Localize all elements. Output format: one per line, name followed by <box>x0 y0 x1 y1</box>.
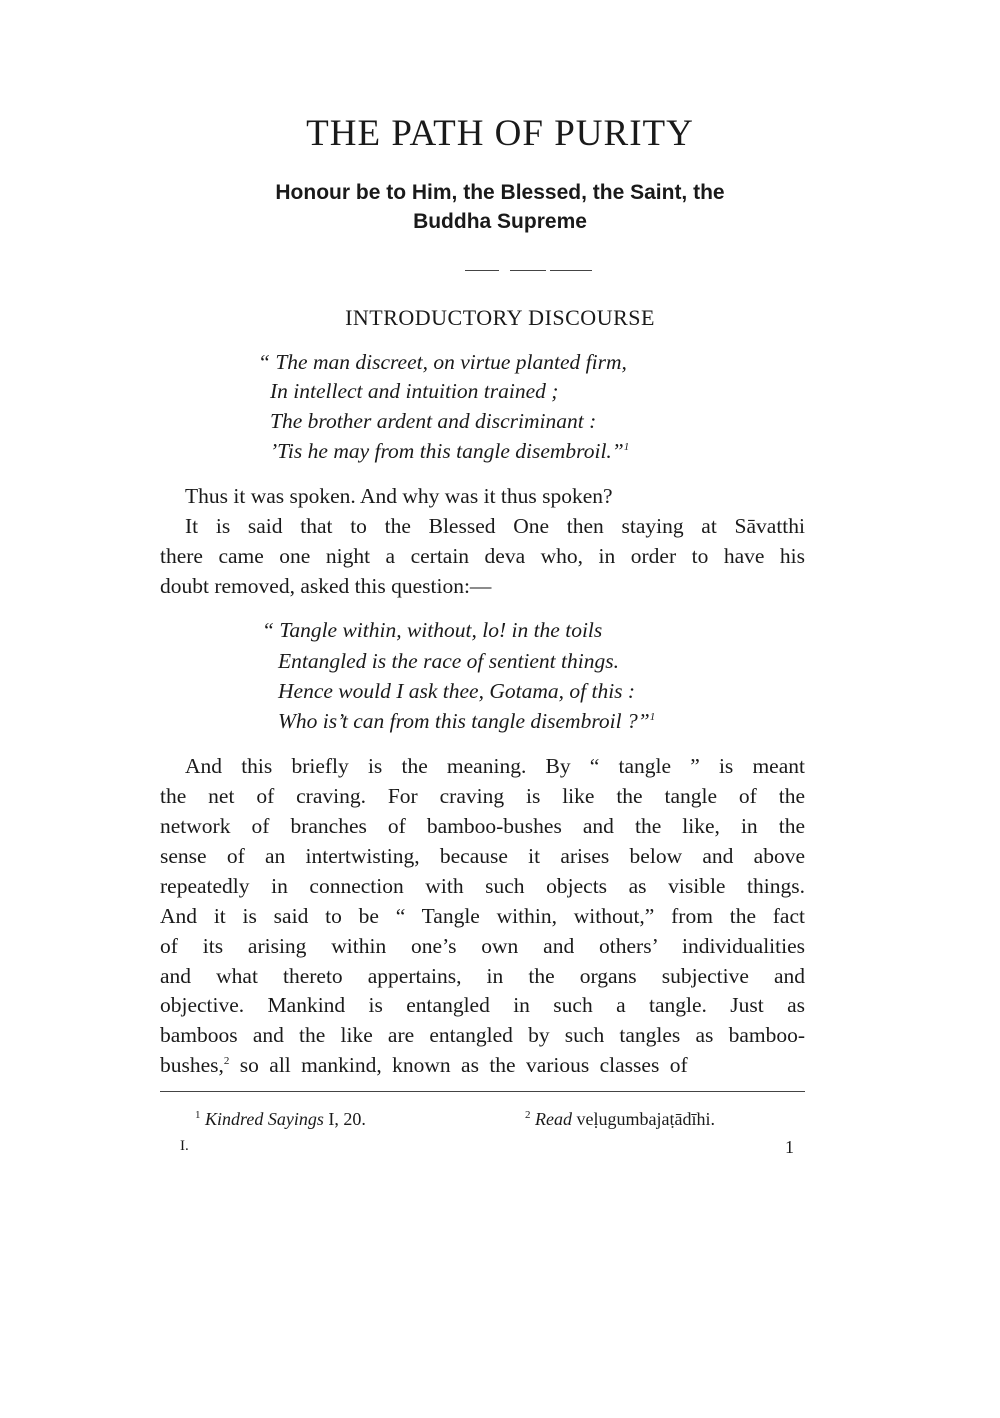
signature-mark: I. <box>180 1138 189 1154</box>
footnote-mark: 2 <box>525 1109 531 1121</box>
para2-line: And it is said to be “ Tangle within, without,” from the fact <box>160 904 805 928</box>
ornament-rule <box>550 270 592 271</box>
footnote-ref: 1 <box>649 710 656 723</box>
footnote-1 <box>195 1109 366 1130</box>
footnote-text: veḷugumbajaṭādīhi. <box>571 1109 715 1129</box>
footnote-ref: 2 <box>223 1054 230 1067</box>
para1-line: Thus it was spoken. And why was it thus spoken? <box>185 484 613 508</box>
verse1-line: In intellect and intuition trained ; <box>270 379 559 403</box>
page-title: THE PATH OF PURITY <box>306 113 694 154</box>
verse1-text: ’Tis he may from this tangle disembroil.” <box>270 439 624 463</box>
ornament-rule <box>465 270 499 271</box>
para1-line: there came one night a certain deva who, in order to have his <box>160 544 805 568</box>
para2-line: of its arising within one’s own and others’ individualities <box>160 934 805 958</box>
para2-line: sense of an intertwisting, because it arises below and above <box>160 844 805 868</box>
footnote-title: Kindred Sayings <box>205 1109 324 1129</box>
text: bushes, <box>160 1053 224 1077</box>
verse2-line <box>278 709 655 734</box>
verse1-line <box>270 439 629 464</box>
page-number: 1 <box>785 1137 794 1157</box>
section-heading: INTRODUCTORY DISCOURSE <box>345 305 655 330</box>
subtitle-line-1: Honour be to Him, the Blessed, the Saint, the <box>275 181 725 204</box>
para2-line: objective. Mankind is entangled in such a tangle. Just as <box>160 993 805 1017</box>
footnote-mark: 1 <box>195 1109 201 1121</box>
para2-line: the net of craving. For craving is like the tangle of the <box>160 784 805 808</box>
para2-line: And this briefly is the meaning. By “ tangle ” is meant <box>185 754 805 778</box>
verse2-text: Who is’t can from this tangle disembroil ?” <box>278 709 650 733</box>
para1-line: doubt removed, asked this question:— <box>160 574 492 598</box>
ornament-rule <box>510 270 546 271</box>
verse1-line: The brother ardent and discriminant : <box>270 409 597 433</box>
footnote-2 <box>525 1109 715 1130</box>
verse2-line: Hence would I ask thee, Gotama, of this : <box>278 679 636 703</box>
footnote-rule <box>160 1091 805 1092</box>
verse2-line: Entangled is the race of sentient things. <box>278 649 619 673</box>
para2-line: repeatedly in connection with such objects as visible things. <box>160 874 805 898</box>
subtitle-line-2: Buddha Supreme <box>413 210 587 233</box>
text: so all mankind, known as the various classes of <box>229 1053 688 1077</box>
para2-line: and what thereto appertains, in the organs subjective and <box>160 964 805 988</box>
footnote-ref: 1 <box>623 440 630 453</box>
verse1-line: “ The man discreet, on virtue planted firm, <box>258 350 627 374</box>
para2-line <box>160 1053 688 1078</box>
verse2-line: “ Tangle within, without, lo! in the toils <box>262 618 603 642</box>
para2-line: network of branches of bamboo-bushes and the like, in the <box>160 814 805 838</box>
footnote-title: Read <box>535 1109 572 1129</box>
para2-line: bamboos and the like are entangled by such tangles as bamboo- <box>160 1023 805 1047</box>
footnote-text: I, 20. <box>323 1109 366 1129</box>
para1-line: It is said that to the Blessed One then staying at Sāvatthi <box>185 514 805 538</box>
